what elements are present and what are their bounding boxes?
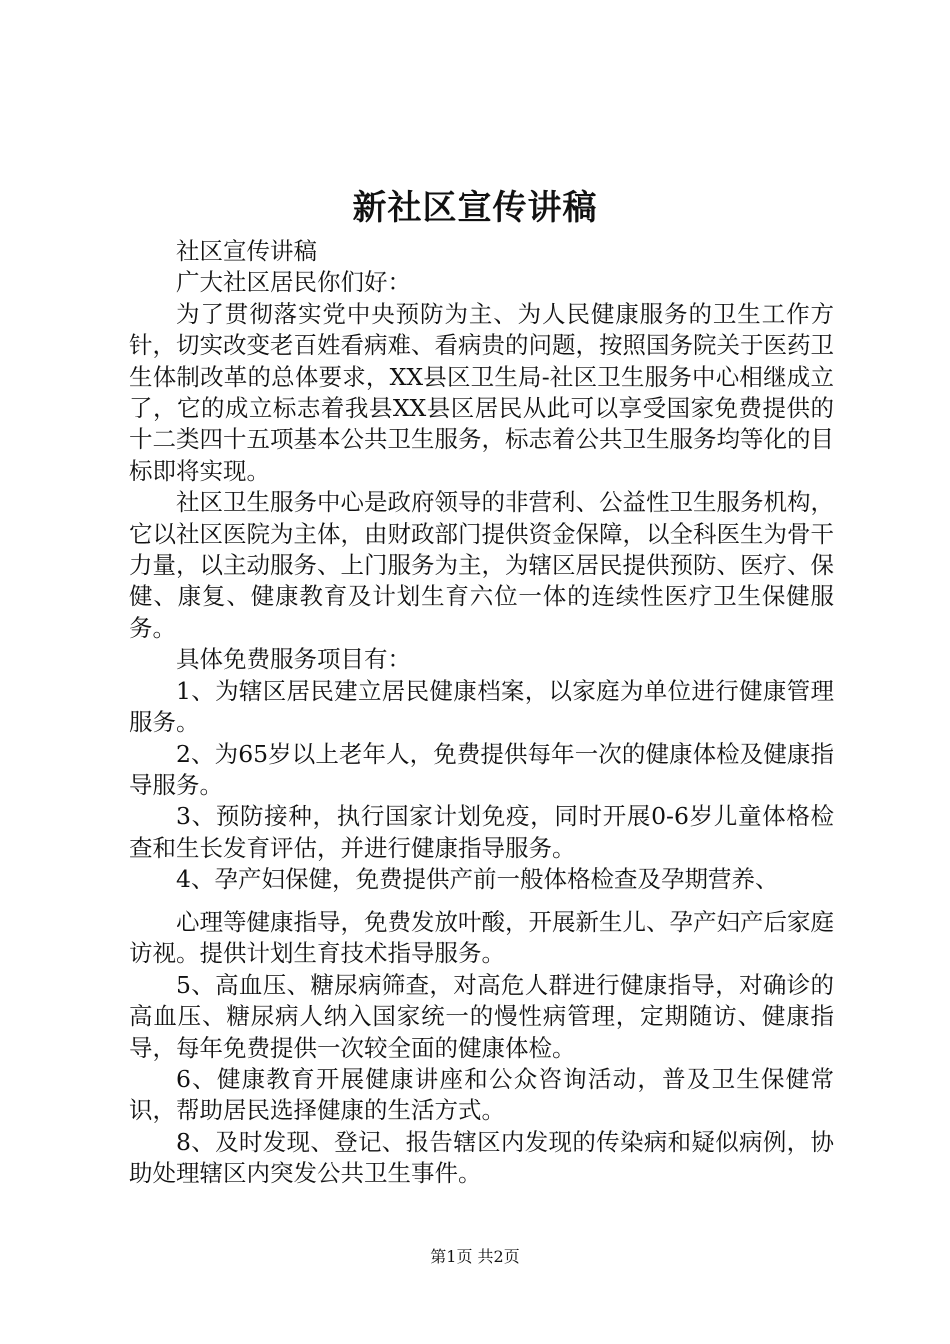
paragraph: 社区卫生服务中心是政府领导的非营利、公益性卫生服务机构，它以社区医院为主体，由财政部门提供资金保障，以全科医生为骨干力量，以主动服务、上门服务为主，为辖区居民提供预防、医疗、保健、康复、健康教育及计划生育六位一体的连续性医疗卫生保健服务。 — [129, 488, 834, 642]
body-block-2 — [129, 907, 834, 1190]
page-footer: 第1页 共2页 — [430, 1247, 520, 1266]
list-item: 6、健康教育开展健康讲座和公众咨询活动，普及卫生保健常识，帮助居民选择健康的生活方式。 — [129, 1065, 834, 1125]
list-item: 2、为65岁以上老年人，免费提供每年一次的健康体检及健康指导服务。 — [129, 739, 834, 799]
list-item: 8、及时发现、登记、报告辖区内发现的传染病和疑似病例，协助处理辖区内突发公共卫生事件。 — [129, 1127, 834, 1188]
list-item: 1、为辖区居民建立居民健康档案，以家庭为单位进行健康管理服务。 — [129, 676, 834, 737]
paragraph: 具体免费服务项目有： — [176, 645, 411, 674]
body-block-1 — [129, 236, 834, 896]
paragraph: 社区宣传讲稿 — [176, 237, 317, 265]
list-item: 5、高血压、糖尿病筛查，对高危人群进行健康指导，对确诊的高血压、糖尿病人纳入国家统一的慢性病管理，定期随访、健康指导，每年免费提供一次较全面的健康体检。 — [129, 970, 834, 1062]
paragraph: 广大社区居民你们好： — [176, 268, 411, 297]
list-item: 3、预防接种，执行国家计划免疫，同时开展0-6岁儿童体格检查和生长发育评估，并进行健康指导服务。 — [129, 802, 834, 862]
list-item: 4、孕产妇保健，免费提供产前一般体格检查及孕期营养、 — [176, 865, 779, 894]
paragraph: 心理等健康指导，免费发放叶酸，开展新生儿、孕产妇产后家庭访视。提供计划生育技术指导服务。 — [129, 908, 834, 968]
document-title: 新社区宣传讲稿 — [352, 188, 598, 228]
paragraph: 为了贯彻落实党中央预防为主、为人民健康服务的卫生工作方针，切实改变老百姓看病难、看病贵的问题，按照国务院关于医药卫生体制改革的总体要求，XX县区卫生局-社区卫生服务中心相继成立了，它的成立标志着我县XX县区居民从此可以享受国家免费提供的十二类四十五项基本公共卫生服务，标志着公共卫生服务均等化的目标即将实现。 — [129, 299, 834, 485]
